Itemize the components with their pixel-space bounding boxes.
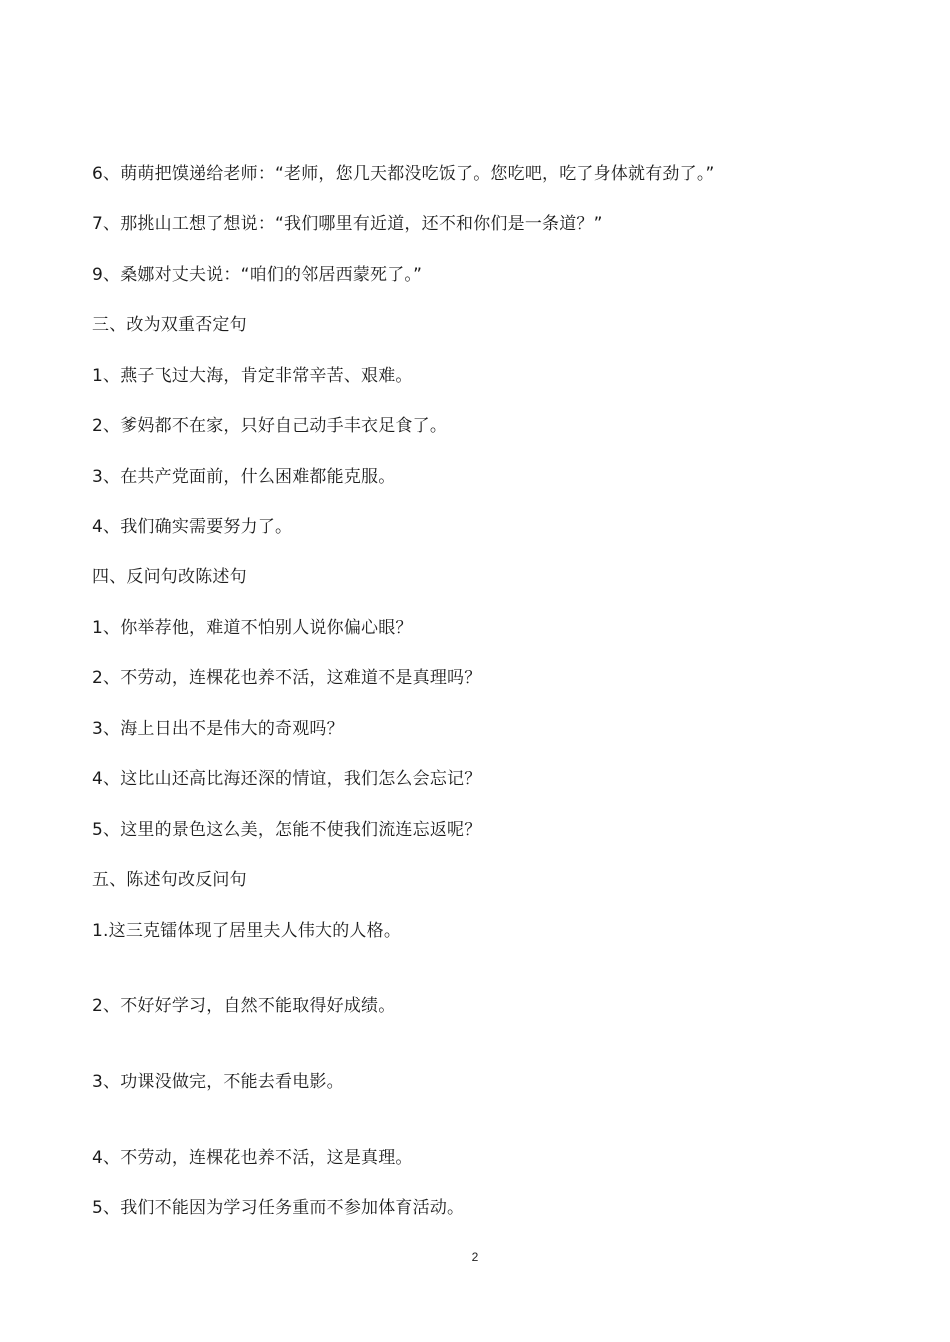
text-line: 3、海上日出不是伟大的奇观吗？ — [92, 719, 344, 739]
text-line: 1、燕子飞过大海，肯定非常辛苦、艰难。 — [92, 366, 413, 386]
text-line: 1.这三克镭体现了居里夫人伟大的人格。 — [92, 921, 402, 941]
text-line: 2、不好好学习，自然不能取得好成绩。 — [92, 996, 396, 1016]
text-line: 4、我们确实需要努力了。 — [92, 517, 293, 537]
section-heading: 五、陈述句改反问句 — [92, 870, 247, 890]
text-line: 6、萌萌把馍递给老师：“老师，您几天都没吃饭了。您吃吧，吃了身体就有劲了。” — [92, 164, 715, 184]
text-line: 9、桑娜对丈夫说：“咱们的邻居西蒙死了。” — [92, 265, 423, 285]
text-line: 4、这比山还高比海还深的情谊，我们怎么会忘记？ — [92, 769, 482, 789]
text-line: 3、功课没做完，不能去看电影。 — [92, 1072, 344, 1092]
text-line: 5、我们不能因为学习任务重而不参加体育活动。 — [92, 1198, 465, 1218]
text-line: 2、不劳动，连棵花也养不活，这难道不是真理吗？ — [92, 668, 482, 688]
text-line: 5、这里的景色这么美，怎能不使我们流连忘返呢？ — [92, 820, 482, 840]
section-heading: 四、反问句改陈述句 — [92, 567, 247, 587]
text-line: 2、爹妈都不在家，只好自己动手丰衣足食了。 — [92, 416, 448, 436]
text-line: 1、你举荐他，难道不怕别人说你偏心眼？ — [92, 618, 413, 638]
section-heading: 三、改为双重否定句 — [92, 315, 247, 335]
page-number: 2 — [471, 1250, 479, 1264]
text-line: 7、那挑山工想了想说：“我们哪里有近道，还不和你们是一条道？” — [92, 214, 603, 234]
text-line: 4、不劳动，连棵花也养不活，这是真理。 — [92, 1148, 413, 1168]
text-line: 3、在共产党面前，什么困难都能克服。 — [92, 467, 396, 487]
